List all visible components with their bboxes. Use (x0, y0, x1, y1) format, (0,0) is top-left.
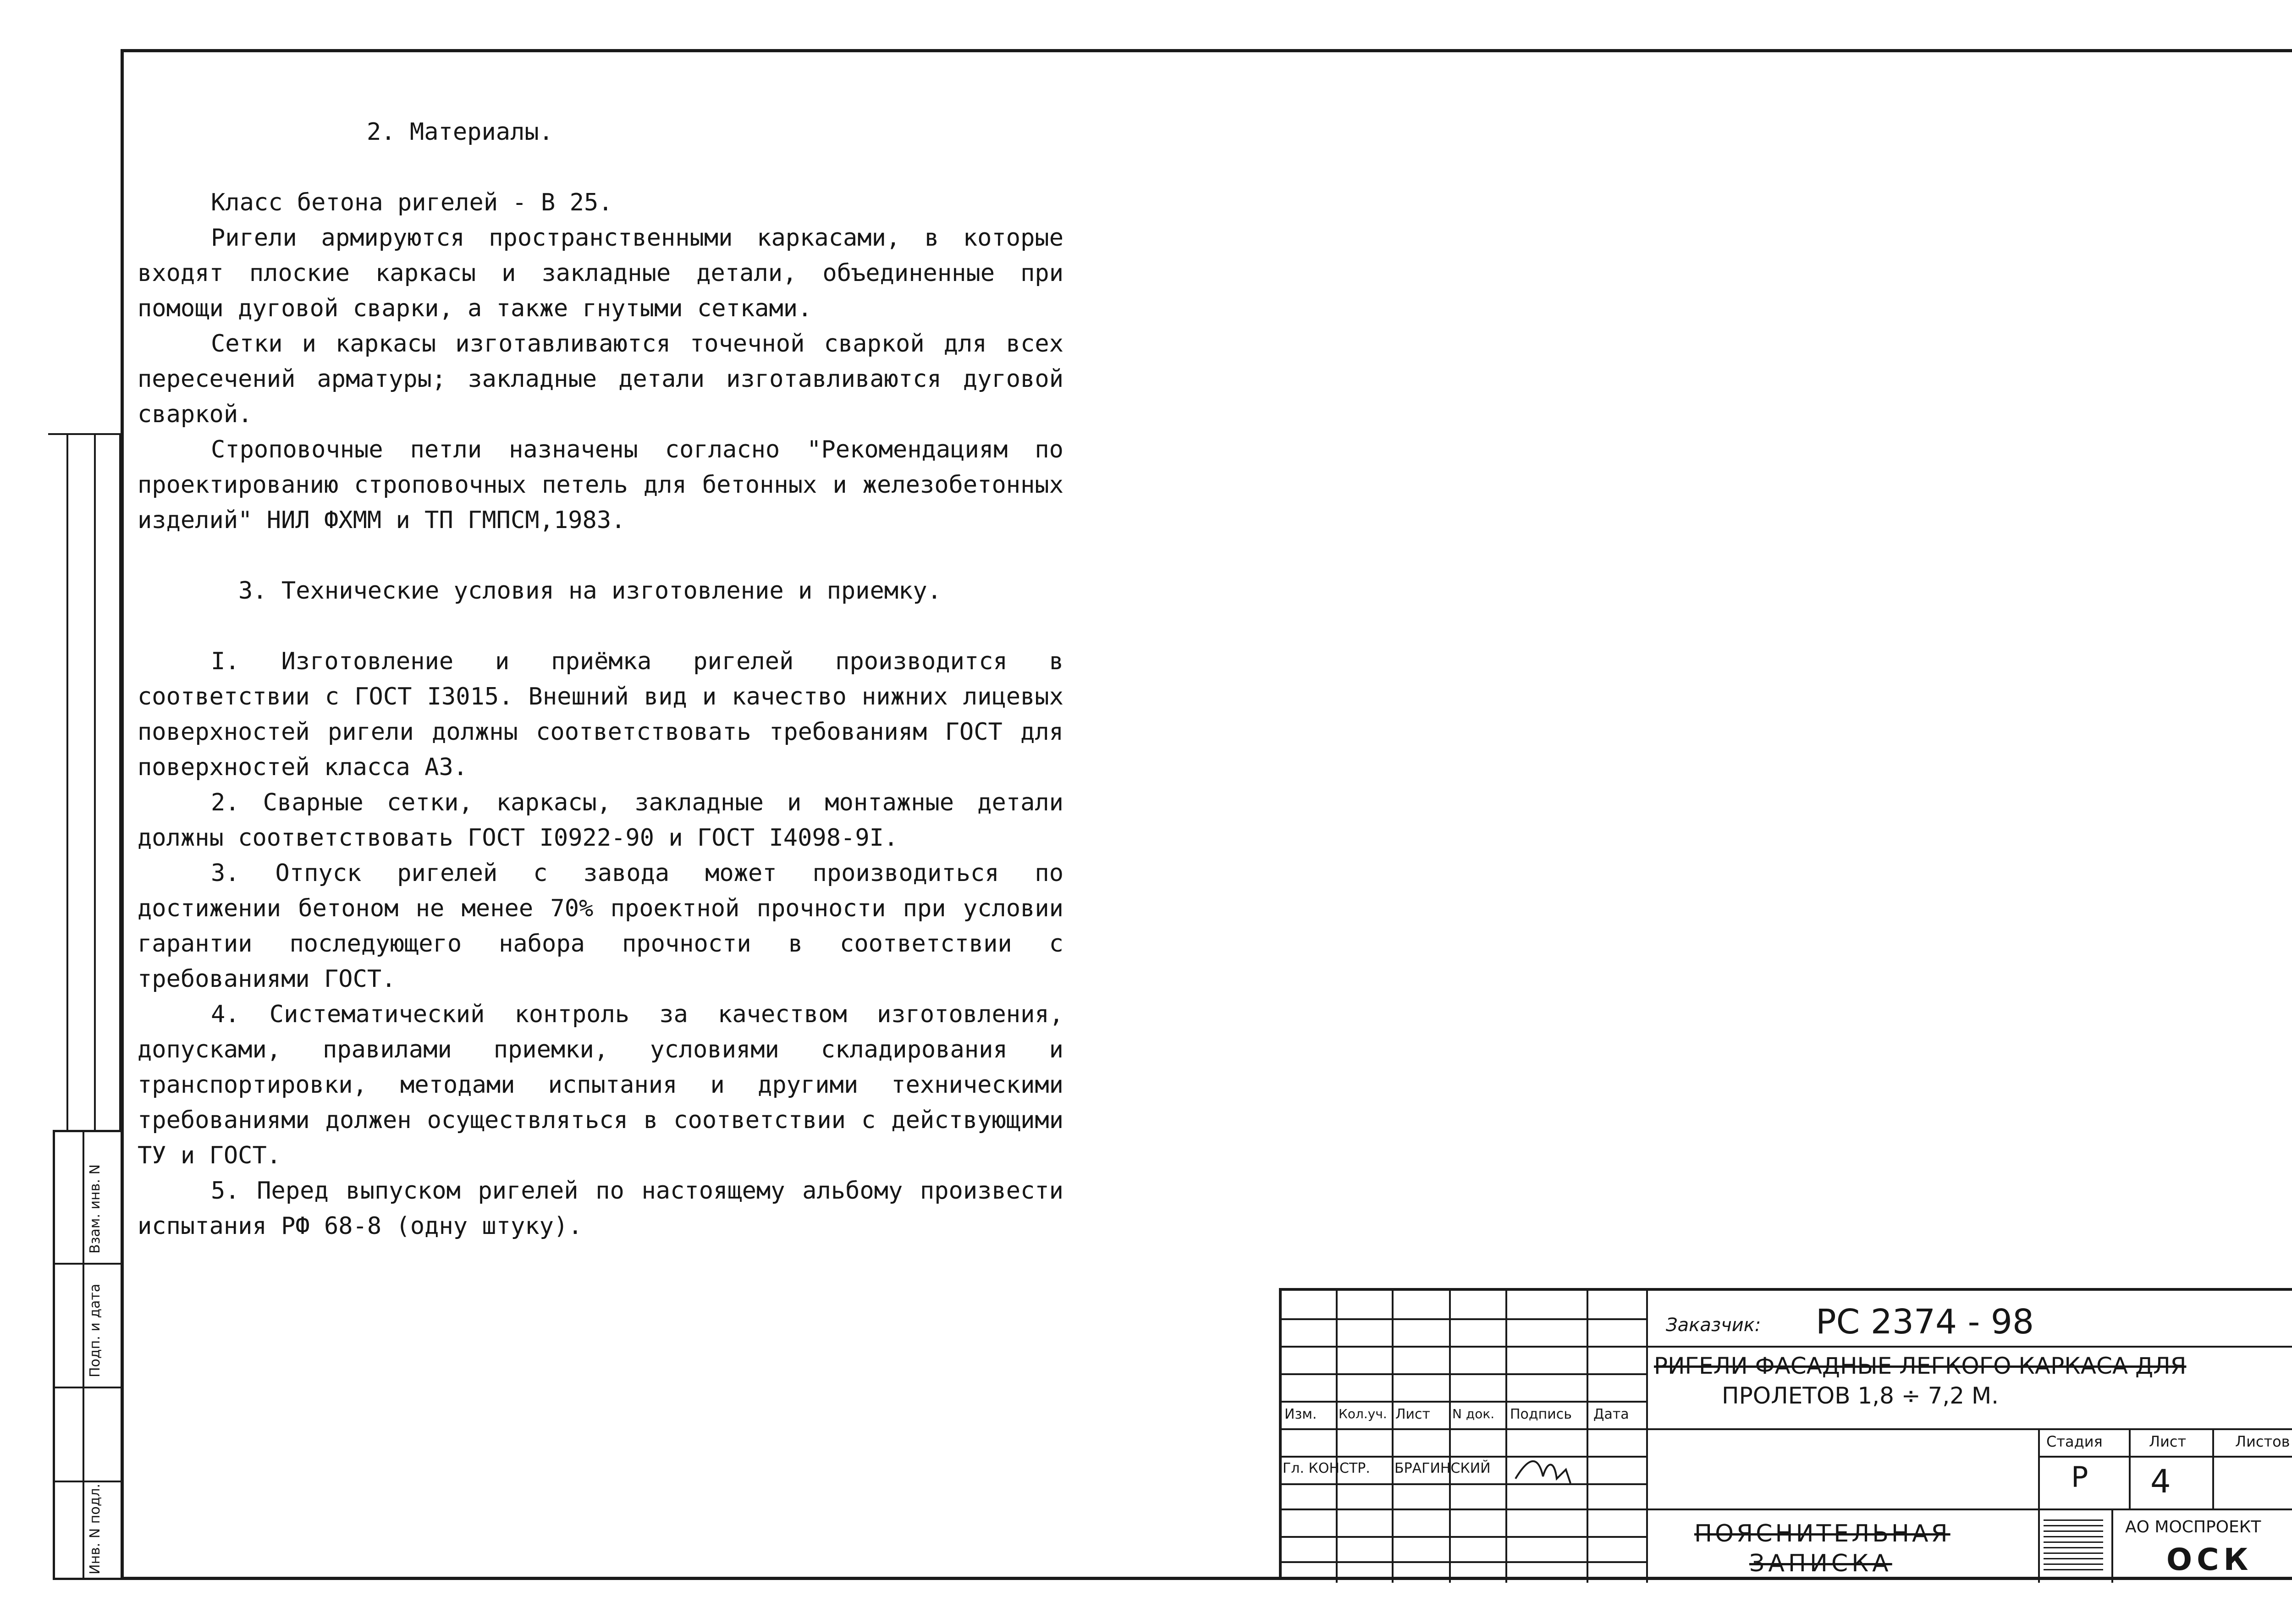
drawing-title-line-1: РИГЕЛИ ФАСАДНЫЕ ЛЕГКОГО КАРКАСА ДЛЯ (1654, 1353, 2187, 1379)
customer-label: Заказчик: (1666, 1315, 1761, 1336)
section-3-item: 5. Перед выпуском ригелей по настоящему альбому произвести испытания РФ 68-8 (одну штуку). (138, 1177, 1063, 1240)
section-3-item: I. Изготовление и приёмка ригелей производится в соответствии с ГОСТ I3015. Внешний вид и качество нижних лицевых поверхностей ригели должны соответствовать требованиям ГОСТ для поверхностей класса А3. (138, 648, 1063, 781)
sheet-header: Лист (2149, 1433, 2187, 1450)
side-label-replace: Взам. инв. N (87, 1164, 103, 1254)
section-3-heading: 3. Технические условия на изготовление и приемку. (238, 577, 942, 605)
col-header-doc-no: N док. (1452, 1406, 1495, 1421)
section-2-paragraph: Ригели армируются пространственными каркасами, в которые входят плоские каркасы и закладные детали, объединенные при помощи дуговой сварки, а также гнутыми сетками. (138, 224, 1063, 322)
section-2-paragraph: Строповочные петли назначены согласно "Рекомендациям по проектированию строповочных петель для бетонных и железобетонных изделий" НИЛ ФХММ и ТП ГМПСМ,1983. (138, 436, 1063, 534)
side-stamp (53, 1130, 121, 1580)
drawing-title-line-2: ПРОЛЕТОВ 1,8 ÷ 7,2 М. (1722, 1382, 1999, 1409)
document-code: РС 2374 - 98 (1816, 1302, 2034, 1342)
stage-header: Стадия (2046, 1433, 2103, 1450)
sheet-value: 4 (2150, 1463, 2171, 1500)
section-2-heading: 2. Материалы. (367, 118, 553, 146)
designer-name: БРАГИНСКИЙ (1394, 1460, 1491, 1476)
title-block (1279, 1288, 2292, 1580)
organization-dept: ОСК (2166, 1542, 2253, 1577)
col-header-change: Изм. (1284, 1406, 1317, 1422)
organization-name: АО МОСПРОЕКТ (2125, 1518, 2261, 1536)
signature-mark (1511, 1451, 1584, 1488)
col-header-sheet: Лист (1395, 1406, 1431, 1422)
explanatory-note-text (138, 115, 1063, 1244)
role-label: Гл. КОНСТР. (1283, 1460, 1370, 1476)
sheets-header: Листов (2235, 1433, 2290, 1450)
hatch-mark (2044, 1515, 2103, 1570)
document-name-line-2: ЗАПИСКА (1749, 1550, 1892, 1577)
col-header-count: Кол.уч. (1339, 1406, 1387, 1421)
col-header-date: Дата (1593, 1406, 1629, 1422)
section-3-item: 3. Отпуск ригелей с завода может производиться по достижении бетоном не менее 70% проектной прочности при условии гарантии последующего набора прочности в соответствии с требованиями ГОСТ. (138, 859, 1063, 993)
document-name-line-1: ПОЯСНИТЕЛЬНАЯ (1694, 1520, 1950, 1547)
col-header-signature: Подпись (1510, 1406, 1572, 1422)
side-label-sign-date: Подп. и дата (87, 1283, 103, 1377)
stage-value: Р (2071, 1460, 2088, 1494)
binding-strip (48, 433, 121, 1130)
section-3-item: 2. Сварные сетки, каркасы, закладные и монтажные детали должны соответствовать ГОСТ I0922-90 и ГОСТ I4098-9I. (138, 789, 1063, 852)
section-2-paragraph: Сетки и каркасы изготавливаются точечной сваркой для всех пересечений арматуры; закладные детали изготавливаются дуговой сваркой. (138, 330, 1063, 428)
side-label-inv-no: Инв. N подл. (87, 1483, 103, 1574)
section-3-item: 4. Систематический контроль за качеством изготовления, допусками, правилами приемки, условиями складирования и транспортировки, методами испытания и другими техническими требованиями должен осуществляться в соответствии с действующими ТУ и ГОСТ. (138, 1001, 1063, 1169)
section-2-paragraph: Класс бетона ригелей - В 25. (211, 189, 613, 216)
